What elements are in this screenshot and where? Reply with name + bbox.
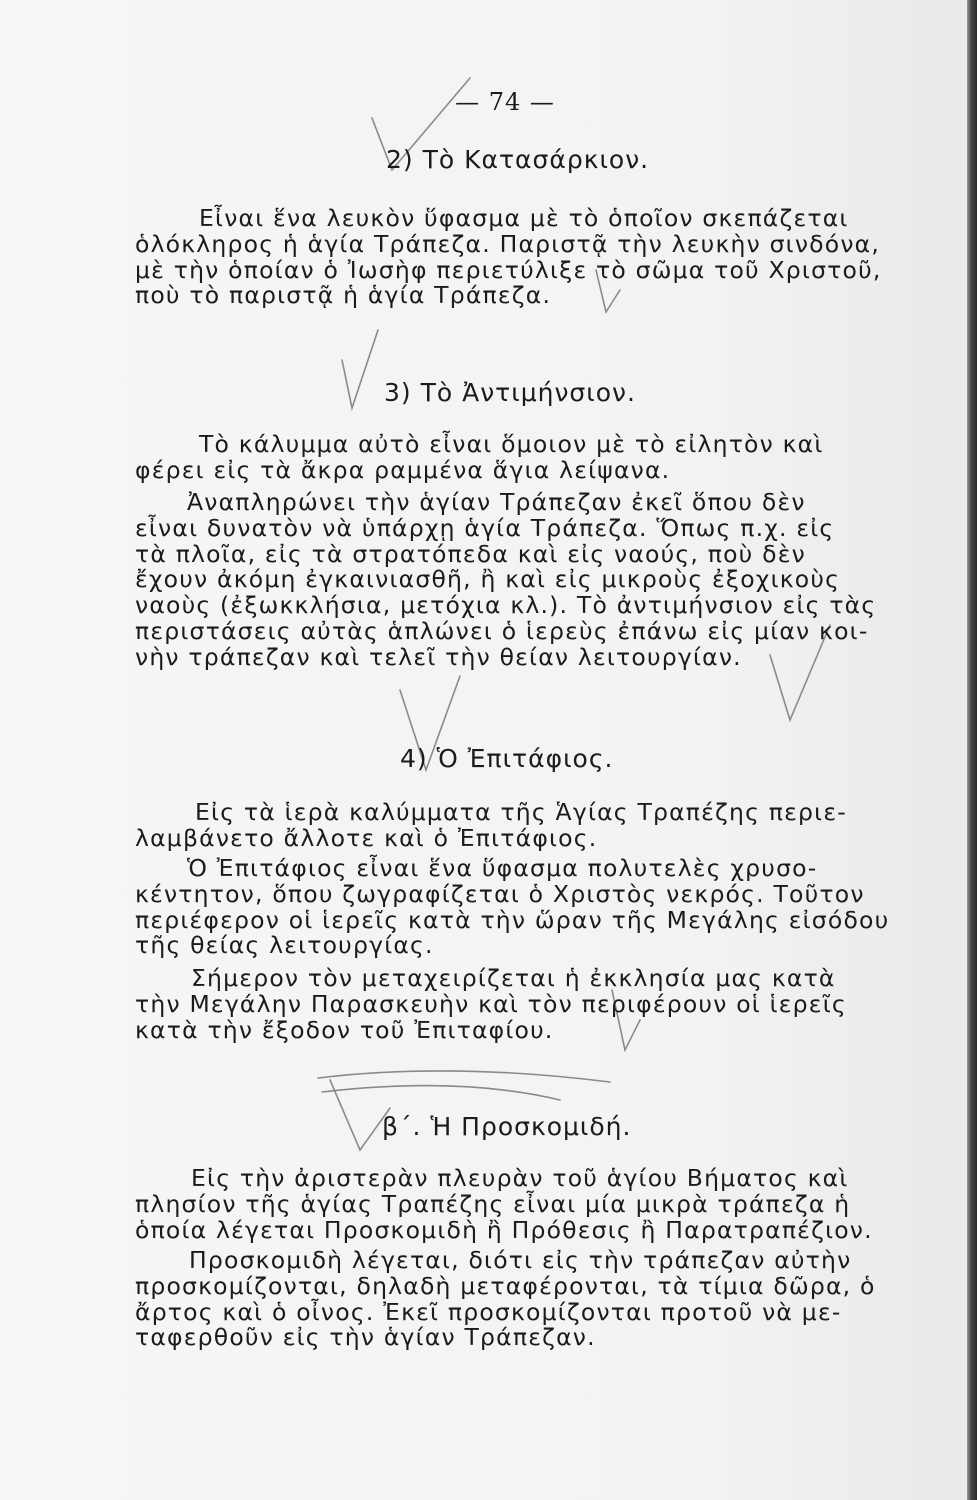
- text-line: ταφερθοῦν εἰς τὴν ἁγίαν Τράπεζαν.: [135, 1323, 596, 1352]
- text-line: Ἀναπληρώνει τὴν ἁγίαν Τράπεζαν ἐκεῖ ὅπου δὲν: [187, 488, 806, 516]
- page-number: — 74 —: [455, 88, 555, 116]
- text-line: λαμβάνετο ἄλλοτε καὶ ὁ Ἐπιτάφιος.: [135, 823, 598, 852]
- paragraph: [135, 490, 885, 671]
- text-line: προσκομίζονται, δηλαδὴ μεταφέρονται, τὰ τίμια δῶρα, ὁ: [135, 1271, 876, 1300]
- text-line: περιέφερον οἱ ἱερεῖς κατὰ τὴν ὥραν τῆς Μεγάλης εἰσόδου: [135, 905, 890, 934]
- paragraph: [135, 966, 885, 1043]
- paragraph: [135, 854, 890, 960]
- page-edge-shadow: [967, 0, 977, 1500]
- text-line: τὰ πλοῖα, εἰς τὰ στρατόπεδα καὶ εἰς ναούς, ποὺ δὲν: [135, 539, 806, 568]
- text-line: Ὁ Ἐπιτάφιος εἶναι ἕνα ὕφασμα πολυτελὲς χρυσο-: [187, 854, 818, 882]
- text-line: περιστάσεις αὐτὰς ἁπλώνει ὁ ἱερεὺς ἐπάνω εἰς μίαν κοι-: [135, 616, 869, 645]
- text-line: ὁποία λέγεται Προσκομιδὴ ἢ Πρόθεσις ἢ Παρατραπέζιον.: [135, 1215, 873, 1244]
- paragraph: [135, 432, 885, 484]
- text-line: κέντητον, ὅπου ζωγραφίζεται ὁ Χριστὸς νεκρός. Τοῦτον: [135, 879, 865, 908]
- section-heading-katasarkion: 2) Τὸ Κατασάρκιον.: [386, 145, 650, 174]
- text-line: ποὺ τὸ παριστᾷ ἡ ἁγία Τράπεζα.: [135, 281, 552, 310]
- text-line: Εἰς τὰ ἱερὰ καλύμματα τῆς Ἁγίας Τραπέζης περιε-: [195, 798, 847, 826]
- text-line: εἶναι δυνατὸν νὰ ὑπάρχῃ ἁγία Τράπεζα. Ὅπως π.χ. εἰς: [135, 513, 835, 542]
- section-heading-antimension: 3) Τὸ Ἀντιμήνσιον.: [384, 378, 636, 407]
- text-line: Τὸ κάλυμμα αὐτὸ εἶναι ὅμοιον μὲ τὸ εἰλητὸν καὶ: [199, 430, 824, 458]
- text-line: Εἶναι ἕνα λευκὸν ὕφασμα μὲ τὸ ὁποῖον σκεπάζεται: [199, 204, 849, 232]
- text-line: ἄρτος καὶ ὁ οἶνος. Ἐκεῖ προσκομίζονται προτοῦ νὰ με-: [135, 1297, 842, 1326]
- text-line: μὲ τὴν ὁποίαν ὁ Ἰωσὴφ περιετύλιξε τὸ σῶμα τοῦ Χριστοῦ,: [135, 255, 882, 284]
- paragraph: [135, 800, 885, 852]
- text-line: ὁλόκληρος ἡ ἁγία Τράπεζα. Παριστᾷ τὴν λευκὴν σινδόνα,: [135, 229, 881, 258]
- paragraph: [135, 206, 885, 309]
- text-line: ἔχουν ἀκόμη ἐγκαινιασθῆ, ἢ καὶ εἰς μικροὺς ἐξοχικοὺς: [135, 565, 841, 594]
- text-line: Προσκομιδὴ λέγεται, διότι εἰς τὴν τράπεζαν αὐτὴν: [189, 1246, 852, 1274]
- text-line: Σήμερον τὸν μεταχειρίζεται ἡ ἐκκλησία μας κατὰ: [191, 964, 836, 992]
- text-line: κατὰ τὴν ἔξοδον τοῦ Ἐπιταφίου.: [135, 1015, 554, 1044]
- paragraph: [135, 1248, 885, 1351]
- text-line: πλησίον τῆς ἁγίας Τραπέζης εἶναι μία μικρὰ τράπεζα ἡ: [135, 1189, 851, 1218]
- text-line: τῆς θείας λειτουργίας.: [135, 931, 434, 960]
- text-line: φέρει εἰς τὰ ἄκρα ραμμένα ἅγια λείψανα.: [135, 455, 671, 484]
- paragraph: [135, 1166, 885, 1243]
- section-heading-epitaphios: 4) Ὁ Ἐπιτάφιος.: [400, 744, 614, 773]
- text-line: Εἰς τὴν ἀριστερὰν πλευρὰν τοῦ ἁγίου Βήματος καὶ: [191, 1164, 849, 1192]
- section-heading-proskomidi: β΄. Ἡ Προσκομιδή.: [382, 1112, 632, 1141]
- text-line: ναοὺς (ἐξωκκλήσια, μετόχια κλ.). Τὸ ἀντιμήνσιον εἰς τὰς: [135, 591, 877, 620]
- text-line: τὴν Μεγάλην Παρασκευὴν καὶ τὸν περιφέρουν οἱ ἱερεῖς: [135, 989, 847, 1018]
- text-line: νὴν τράπεζαν καὶ τελεῖ τὴν θείαν λειτουργίαν.: [135, 642, 742, 671]
